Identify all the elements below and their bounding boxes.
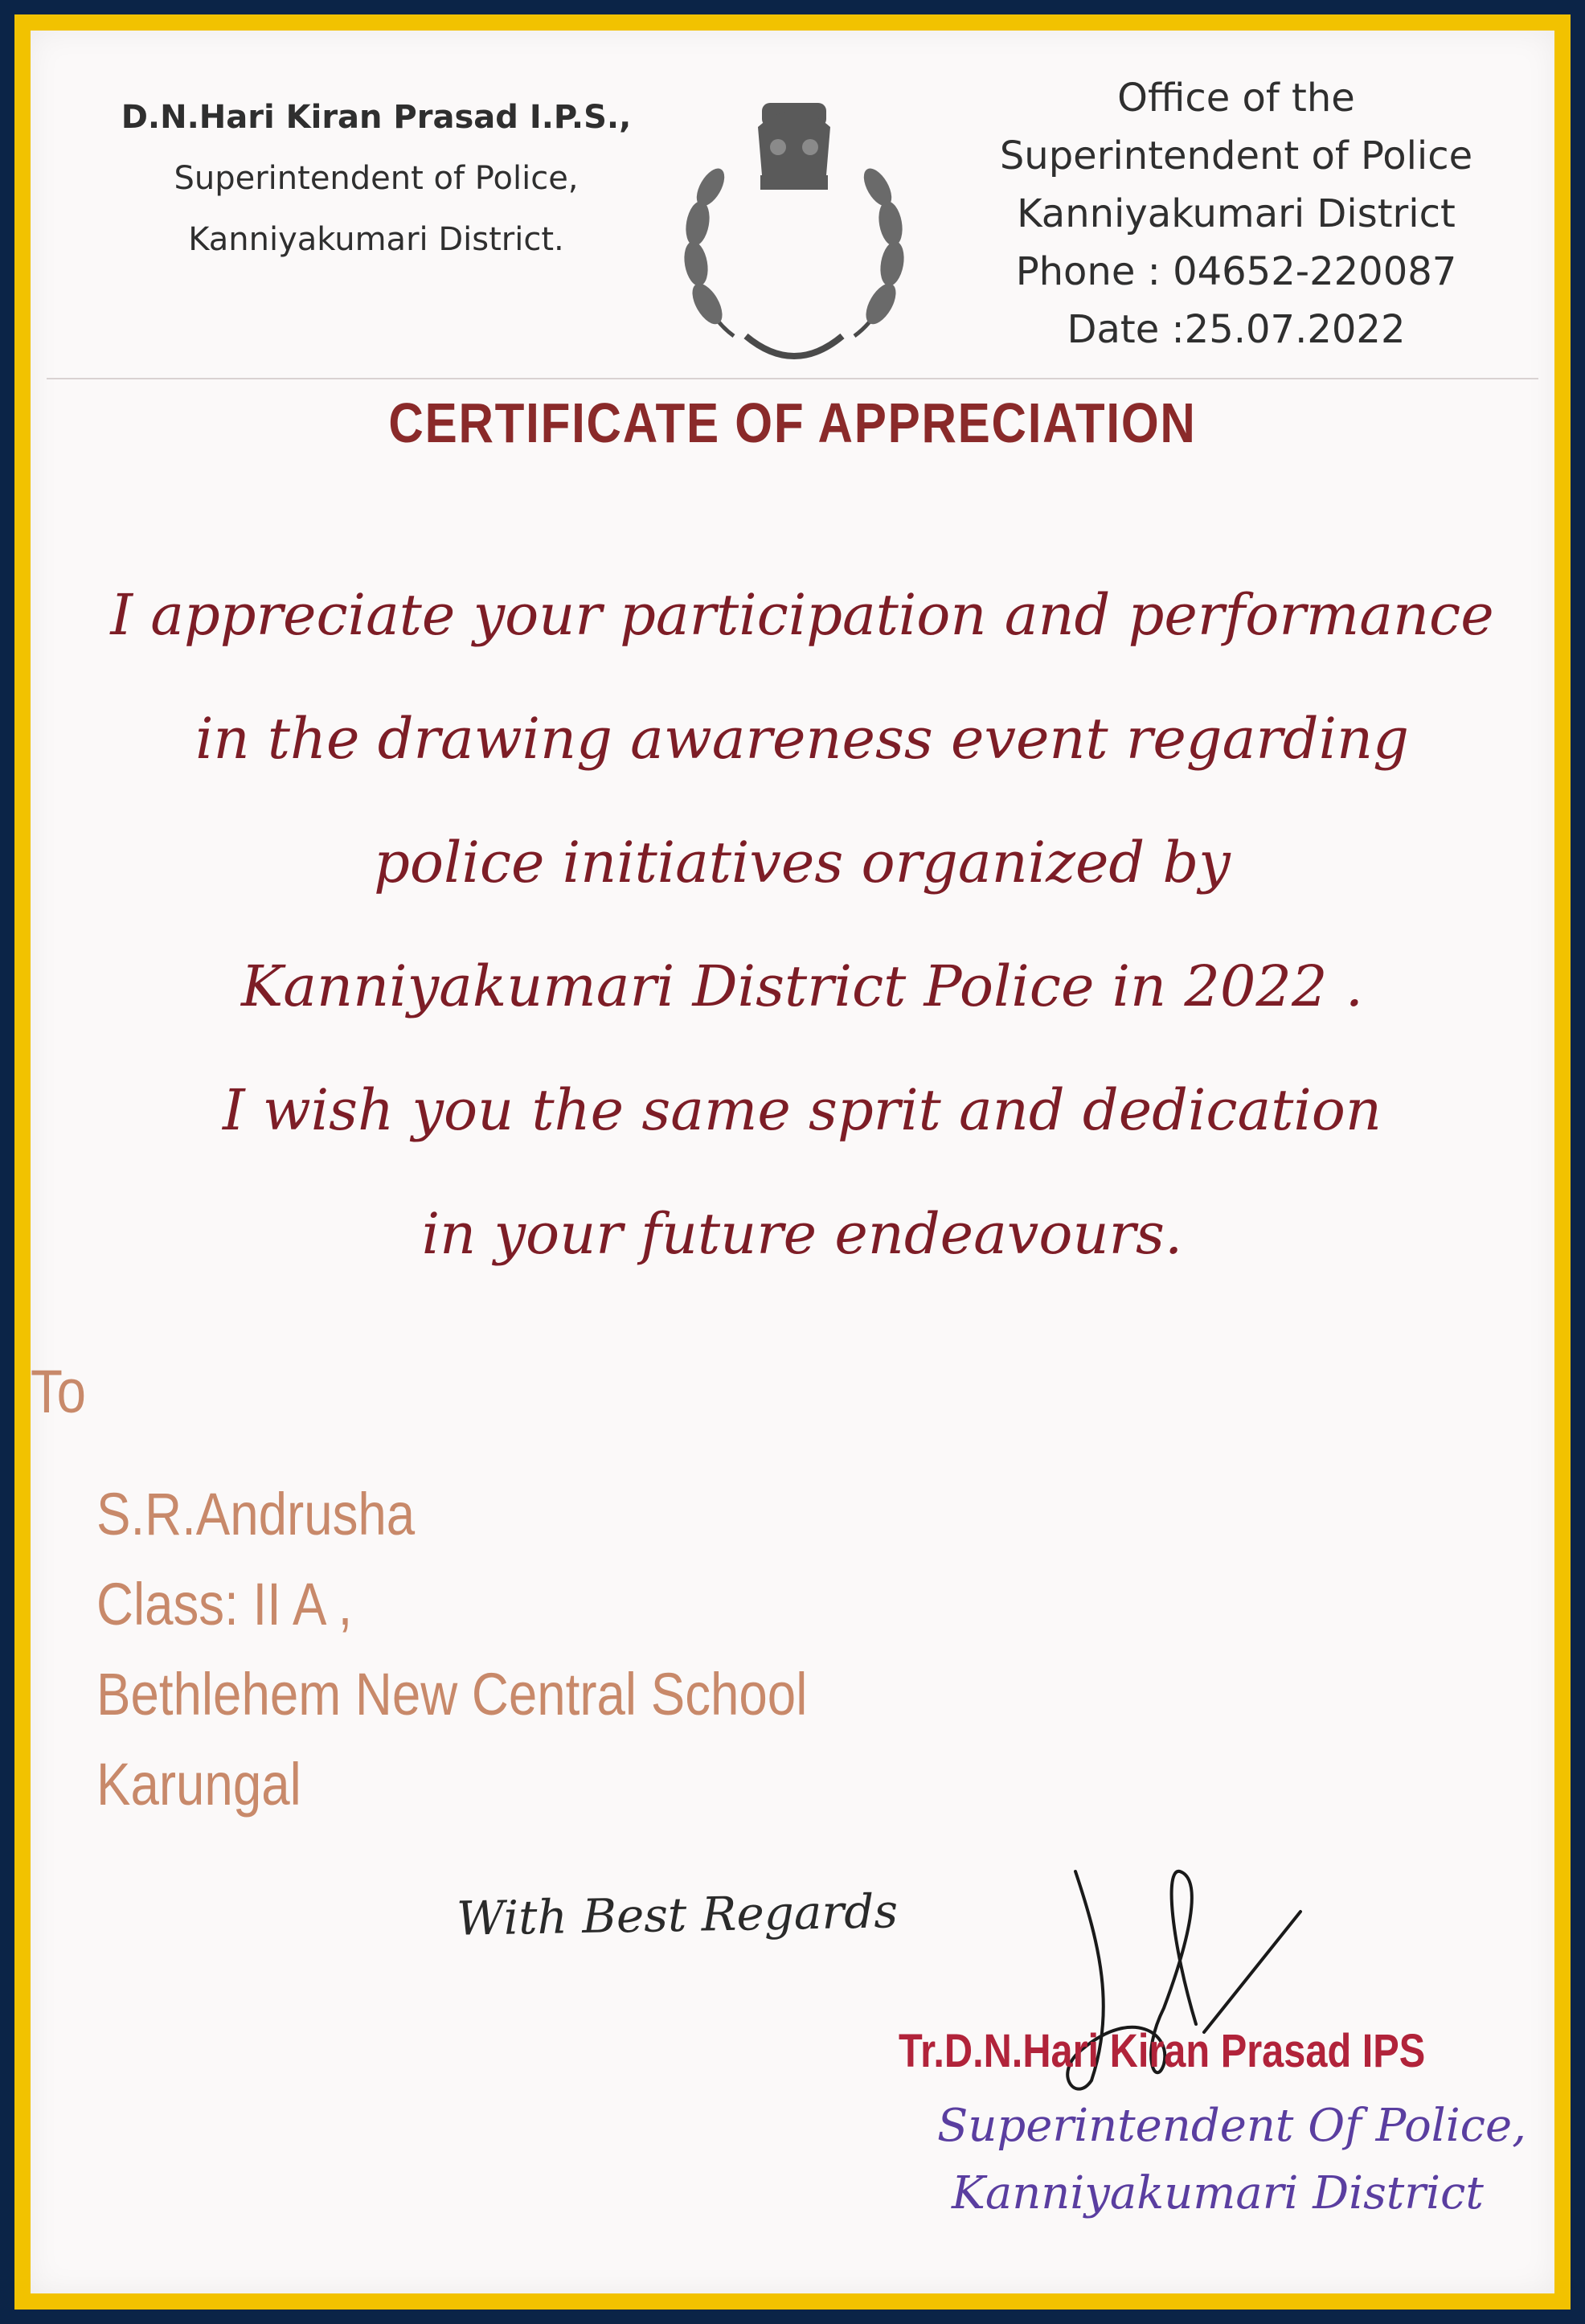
certificate-body bbox=[63, 553, 1542, 1296]
to-label: To bbox=[31, 1358, 87, 1426]
certificate-date: Date :25.07.2022 bbox=[1067, 307, 1406, 352]
body-line: in your future endeavours. bbox=[421, 1201, 1183, 1267]
body-line: I appreciate your participation and performance bbox=[110, 582, 1494, 648]
signatory-role bbox=[937, 2092, 1526, 2228]
closing-text: With Best Regards bbox=[456, 1883, 899, 1946]
office-district: Kanniyakumari District bbox=[1017, 191, 1456, 236]
header-left bbox=[63, 87, 690, 270]
recipient-school: Bethlehem New Central School bbox=[96, 1661, 808, 1728]
recipient-class: Class: II A , bbox=[96, 1571, 353, 1637]
issuer-designation: Superintendent of Police, bbox=[174, 160, 579, 197]
signatory-name: Tr.D.N.Hari Kiran Prasad IPS bbox=[899, 2025, 1426, 2077]
signatory-district: Kanniyakumari District bbox=[952, 2167, 1484, 2219]
header-divider bbox=[47, 378, 1538, 379]
issuer-name: D.N.Hari Kiran Prasad I.P.S., bbox=[121, 99, 632, 136]
header-right bbox=[923, 69, 1550, 359]
issuer-district: Kanniyakumari District. bbox=[188, 221, 564, 258]
certificate-title: CERTIFICATE OF APPRECIATION bbox=[388, 391, 1197, 454]
office-label: Office of the bbox=[1117, 76, 1355, 121]
recipient-place: Karungal bbox=[96, 1751, 301, 1818]
body-line: police initiatives organized by bbox=[374, 830, 1231, 896]
recipient-block bbox=[96, 1469, 807, 1830]
office-designation: Superintendent of Police bbox=[999, 133, 1473, 178]
recipient-name: S.R.Andrusha bbox=[96, 1481, 416, 1547]
certificate-paper bbox=[31, 31, 1554, 2293]
body-line: Kanniyakumari District Police in 2022 . bbox=[240, 953, 1363, 1019]
signatory-designation: Superintendent Of Police, bbox=[937, 2100, 1526, 2152]
ips-emblem-icon bbox=[657, 71, 931, 392]
body-line: I wish you the same sprit and dedication bbox=[222, 1077, 1382, 1143]
office-phone: Phone : 04652-220087 bbox=[1015, 249, 1457, 294]
body-line: in the drawing awareness event regarding bbox=[195, 706, 1409, 772]
